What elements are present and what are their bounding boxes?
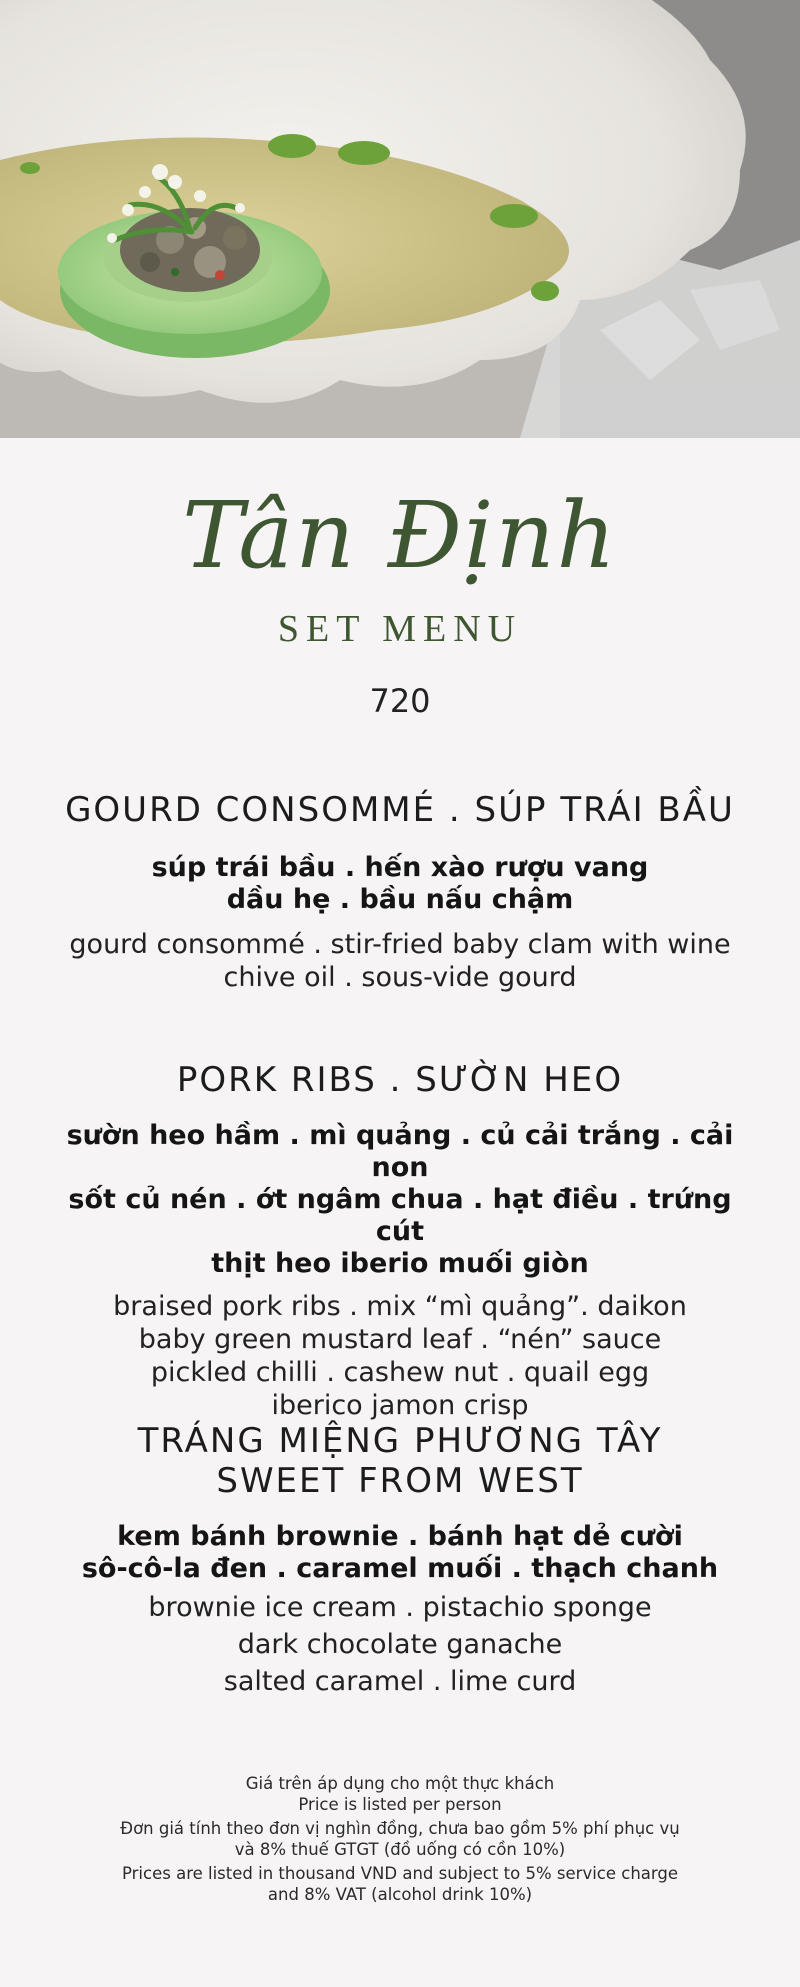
course-2 (40, 1060, 760, 1422)
dish-illustration (0, 0, 800, 438)
course-description-en: gourd consommé . stir-fried baby clam with wine chive oil . sous-vide gourd (69, 929, 731, 993)
course-description-en: braised pork ribs . mix “mì quảng”. daikon baby green mustard leaf . “nén” sauce pickled chilli . cashew nut . quail egg iberico jamon crisp (113, 1291, 687, 1421)
set-price: 720 (369, 682, 431, 720)
hero-photo (0, 0, 800, 438)
course-description-vn: súp trái bầu . hến xào rượu vang dầu hẹ . bầu nấu chậm (151, 852, 649, 915)
course-description-vn: kem bánh brownie . bánh hạt dẻ cười sô-cô-la đen . caramel muối . thạch chanh (81, 1521, 719, 1584)
course-heading: TRÁNG MIỆNG PHƯƠNG TÂY SWEET FROM WEST (137, 1421, 663, 1501)
course-description-en: brownie ice cream . pistachio sponge dark chocolate ganache salted caramel . lime curd (148, 1592, 652, 1697)
course-3 (40, 1421, 760, 1700)
restaurant-title: Tân Định (182, 482, 618, 589)
pricing-notes: Giá trên áp dụng cho một thực khách Price is listed per person Đơn giá tính theo đơn vị nghìn đồng, chưa bao gồm 5% phí phục vụ và 8% thuế GTGT (đồ uống có cồn 10%) Prices are listed in thousand VND and subject to 5% service charge and 8% VAT (alcohol drink 10%) (120, 1774, 680, 1904)
course-heading: GOURD CONSOMMÉ . SÚP TRÁI BẦU (65, 790, 735, 830)
course-heading: PORK RIBS . SƯỜN HEO (176, 1060, 624, 1100)
course-description-vn: sườn heo hầm . mì quảng . củ cải trắng . cải non sốt củ nén . ớt ngâm chua . hạt điều . trứng cút thịt heo iberio muối giòn (66, 1120, 734, 1279)
course-1 (40, 790, 760, 994)
set-menu-label: SET MENU (277, 608, 523, 650)
